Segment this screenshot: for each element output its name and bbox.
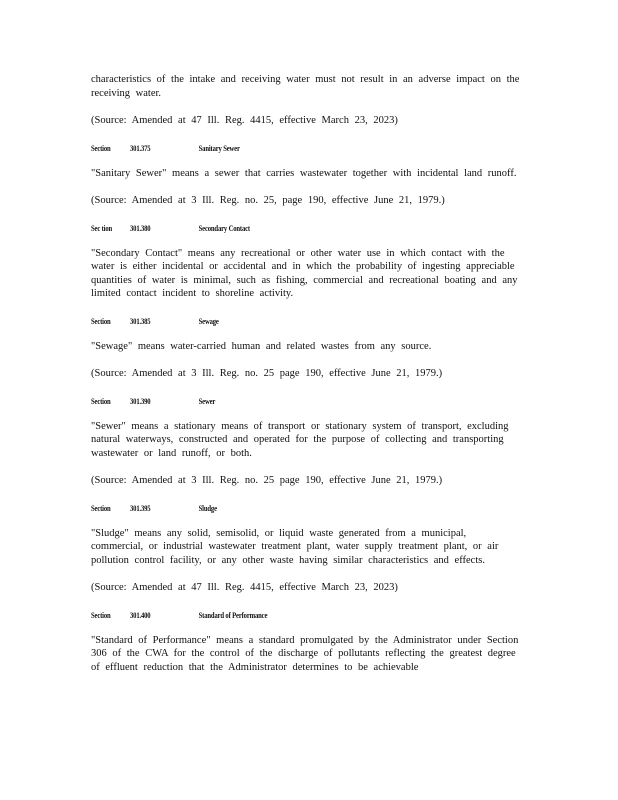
definition-secondary-contact: "Secondary Contact" means any recreational or other water use in which contact with the water is either incidental or accidental and in which the probability of ingesting appreciable quantities of water is minimal, such as fishing, commercial and recreational boating and any limited contact incident to shoreline activity. — [91, 247, 518, 299]
section-label: Section — [91, 609, 111, 620]
source-note: (Source: Amended at 47 Ill. Reg. 4415, effective March 23, 2023) — [91, 115, 398, 126]
source-note: (Source: Amended at 3 Ill. Reg. no. 25 page 190, effective June 21, 1979.) — [91, 368, 443, 379]
section-heading-301-390 — [91, 395, 426, 408]
section-heading-301-395 — [91, 502, 426, 515]
definition-standard-of-performance: "Standard of Performance" means a standard promulgated by the Administrator under Section 306 of the CWA for the control of the discharge of pollutants reflecting the greatest degree of effluent reduction that the Administrator determines to be achievable — [91, 634, 519, 673]
section-label: Section — [91, 395, 111, 406]
section-title: Sewage — [198, 315, 219, 326]
paragraph-intake-characteristics: characteristics of the intake and receiving water must not result in an adverse impact on the receiving water. — [91, 74, 520, 99]
section-heading-301-385 — [91, 315, 426, 328]
section-label: Section — [91, 502, 111, 513]
section-title: Sludge — [198, 502, 217, 513]
section-number: 301.390 — [130, 395, 151, 406]
section-title: Standard of Performance — [198, 609, 268, 620]
section-number: 301.395 — [130, 502, 151, 513]
source-note: (Source: Amended at 3 Ill. Reg. no. 25, page 190, effective June 21, 1979.) — [91, 195, 445, 206]
definition-sanitary-sewer: "Sanitary Sewer" means a sewer that carries wastewater together with incidental land runoff. — [91, 167, 517, 179]
section-number: 301.380 — [130, 222, 151, 233]
section-title: Secondary Contact — [198, 222, 250, 233]
section-number: 301.385 — [130, 315, 151, 326]
section-title: Sewer — [198, 395, 216, 406]
definition-sewer: "Sewer" means a stationary means of transport or stationary system of transport, excluding natural waterways, constructed and operated for the purpose of collecting and transporting wastewater or land runoff, or both. — [91, 420, 509, 459]
section-heading-301-400 — [91, 609, 426, 622]
definition-sewage: "Sewage" means water-carried human and related wastes from any source. — [91, 340, 432, 352]
section-number: 301.375 — [130, 142, 151, 153]
section-label: Section — [91, 315, 111, 326]
source-note: (Source: Amended at 47 Ill. Reg. 4415, effective March 23, 2023) — [91, 582, 398, 593]
source-note: (Source: Amended at 3 Ill. Reg. no. 25 page 190, effective June 21, 1979.) — [91, 475, 443, 486]
section-title: Sanitary Sewer — [198, 142, 240, 153]
section-heading-301-380 — [91, 222, 426, 235]
section-label: Sec tion — [91, 222, 113, 233]
section-number: 301.400 — [130, 609, 151, 620]
section-heading-301-375 — [91, 142, 426, 155]
document-page — [91, 73, 521, 674]
section-label: Section — [91, 142, 111, 153]
definition-sludge: "Sludge" means any solid, semisolid, or liquid waste generated from a municipal, commercial, or industrial wastewater treatment plant, water supply treatment plant, or air pollution control facility, or any other waste having similar characteristics and effects. — [91, 527, 499, 566]
